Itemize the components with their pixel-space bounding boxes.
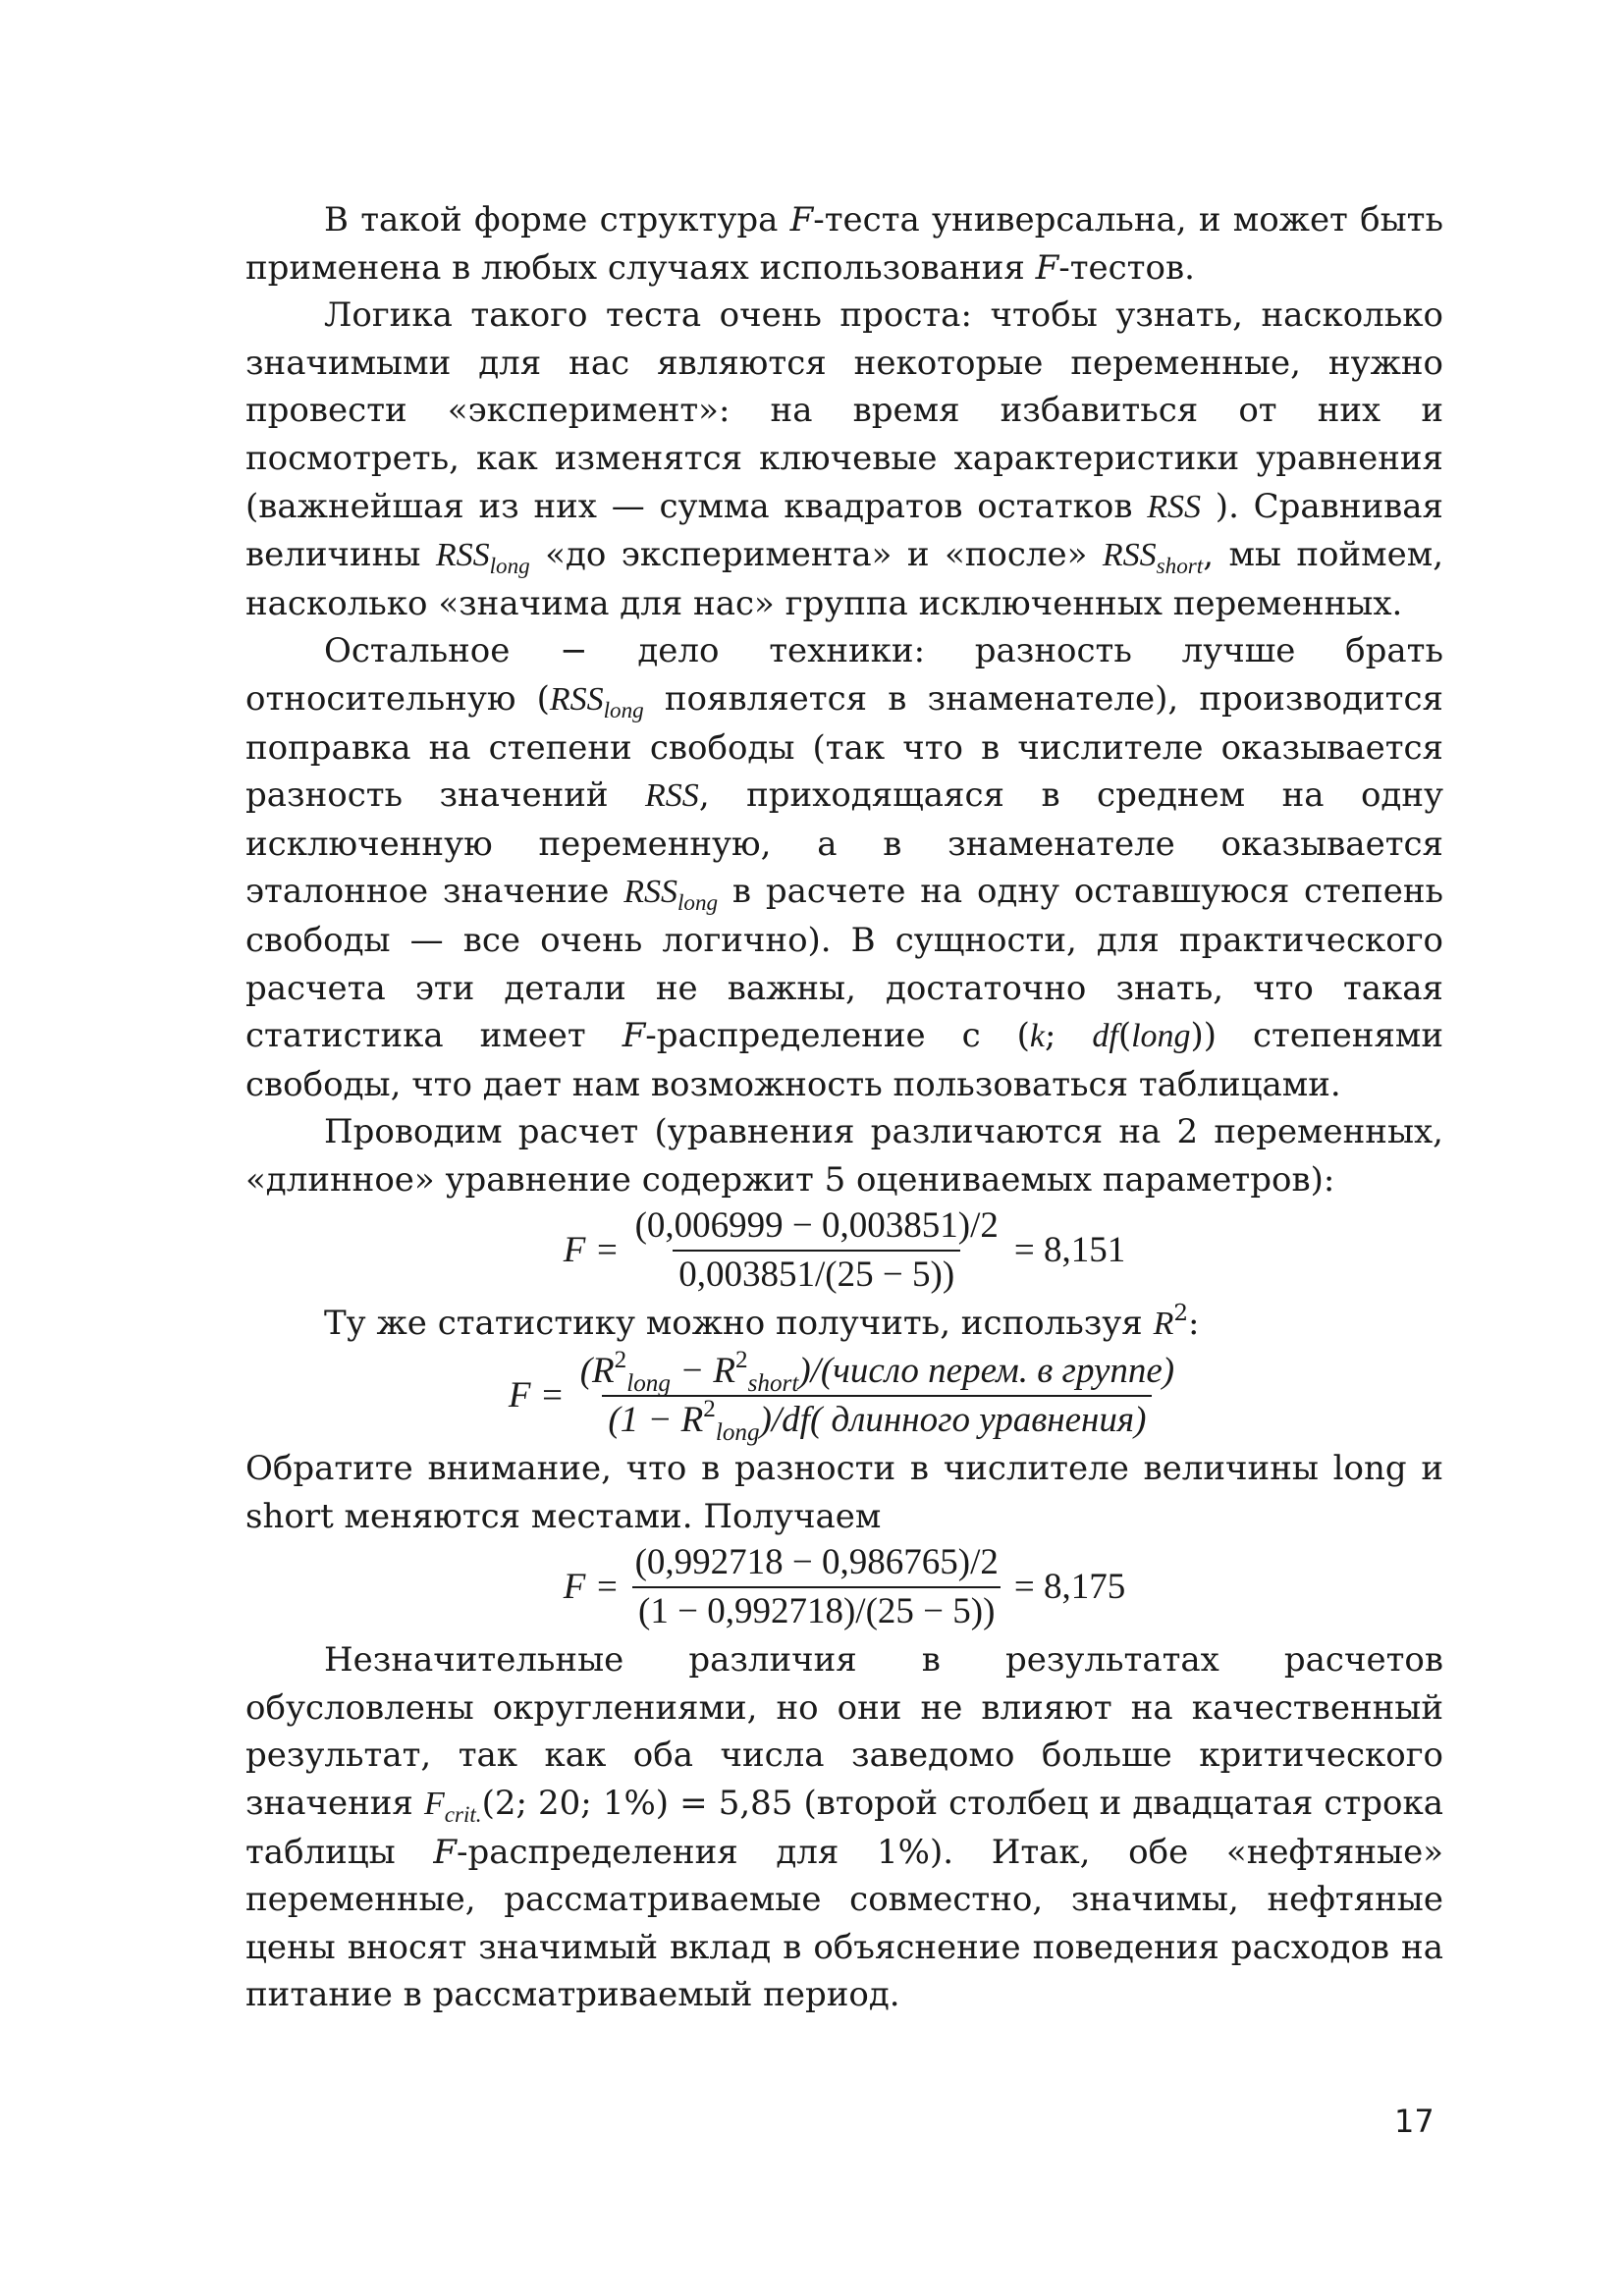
paragraph-2: Логика такого теста очень проста: чтобы узнать, насколько значимыми для нас являются некоторые переменные, нужно провести «эксперимент»: на время избавиться от них и посмотреть, как изменятся ключевые характеристики уравнения (важнейшая из них — сумма квадратов остатков RSS ). Сравнивая величины $RSS_{long}$ «до эксперимента» и «после» $RSS_{short}$, мы поймем, насколько «значима для нас» группа исключенных переменных.: [245, 295, 1444, 623]
paragraph-1: В такой форме структура F-теста универсальна, и может быть применена в любых случаях использования F-тестов.: [245, 200, 1443, 288]
paragraph-4: Проводим расчет (уравнения различаются на 2 переменных, «длинное» уравнение содержит 5 оцениваемых параметров):: [245, 1112, 1443, 1200]
equation-2-denominator: $(1 - R^2_{long})/df$( длинного уравнения): [602, 1395, 1152, 1441]
text-column: [245, 196, 1443, 2019]
paragraph-3: Остальное − дело техники: разность лучше брать относительную ($RSS_{long}$ появляется в знаменателе), производится поправка на степени свободы (так что в числителе оказывается разность значений RSS, приходящаяся в среднем на одну исключенную переменную, а в знаменателе оказывается эталонное значение $RSS_{long}$ в расчете на одну оставшуюся степень свободы — все очень логично). В сущности, для практического расчета эти детали не важны, достаточно знать, что такая статистика имеет F-распределение с (k; df(long)) степенями свободы, что дает нам возможность пользоваться таблицами.: [245, 631, 1444, 1104]
equation-2-numerator: ($R^2_{long}$ − $R^2_{short})/(число$ перем. в группе): [579, 1346, 1175, 1397]
equation-2: F = $\frac{(R^2_{long} - R^2_{short})/(число перем. в группе)}{(1 - R^2_{long})/df( длинного уравнения)}$: [245, 1351, 1443, 1441]
equation-3: F = $\frac{(0,992718 - 0,986765)/2}{(1 - 0,992718)/(25 - 5))}$ = 8,175: [563, 1542, 1126, 1632]
equation-1-fraction: $\frac{(0,006999 - 0,003851)/2}{0,003851/(25 - 5))}$: [634, 1205, 999, 1296]
equation-3-fraction: $\frac{(0,992718 - 0,986765)/2}{(1 - 0,992718)/(25 - 5))}$: [629, 1542, 1004, 1632]
paragraph-7: Незначительные различия в результатах расчетов обусловлены округлениями, но они не влияют на качественный результат, так как оба числа заведомо больше критического значения $F_{crit.}(2$; 20; 1%) = 5,85 (второй столбец и двадцатая строка таблицы F-распределения для 1%). Итак, обе «нефтяные» переменные, рассматриваемые совместно, значимы, нефтяные цены вносят значимый вклад в объяснение поведения расходов на питание в рассматриваемый период.: [245, 1640, 1444, 2015]
equation-2-fraction: [574, 1346, 1180, 1446]
paragraph-6: Обратите внимание, что в разности в числителе величины long и short меняются местами. Получаем: [245, 1449, 1443, 1536]
equation-1: F = $\frac{(0,006999 - 0,003851)/2}{0,003851/(25 - 5))}$ = 8,151: [563, 1205, 1126, 1296]
paragraph-5: Ту же статистику можно получить, используя $R^2$:: [324, 1301, 1200, 1344]
page-number: 17: [1394, 2103, 1435, 2140]
